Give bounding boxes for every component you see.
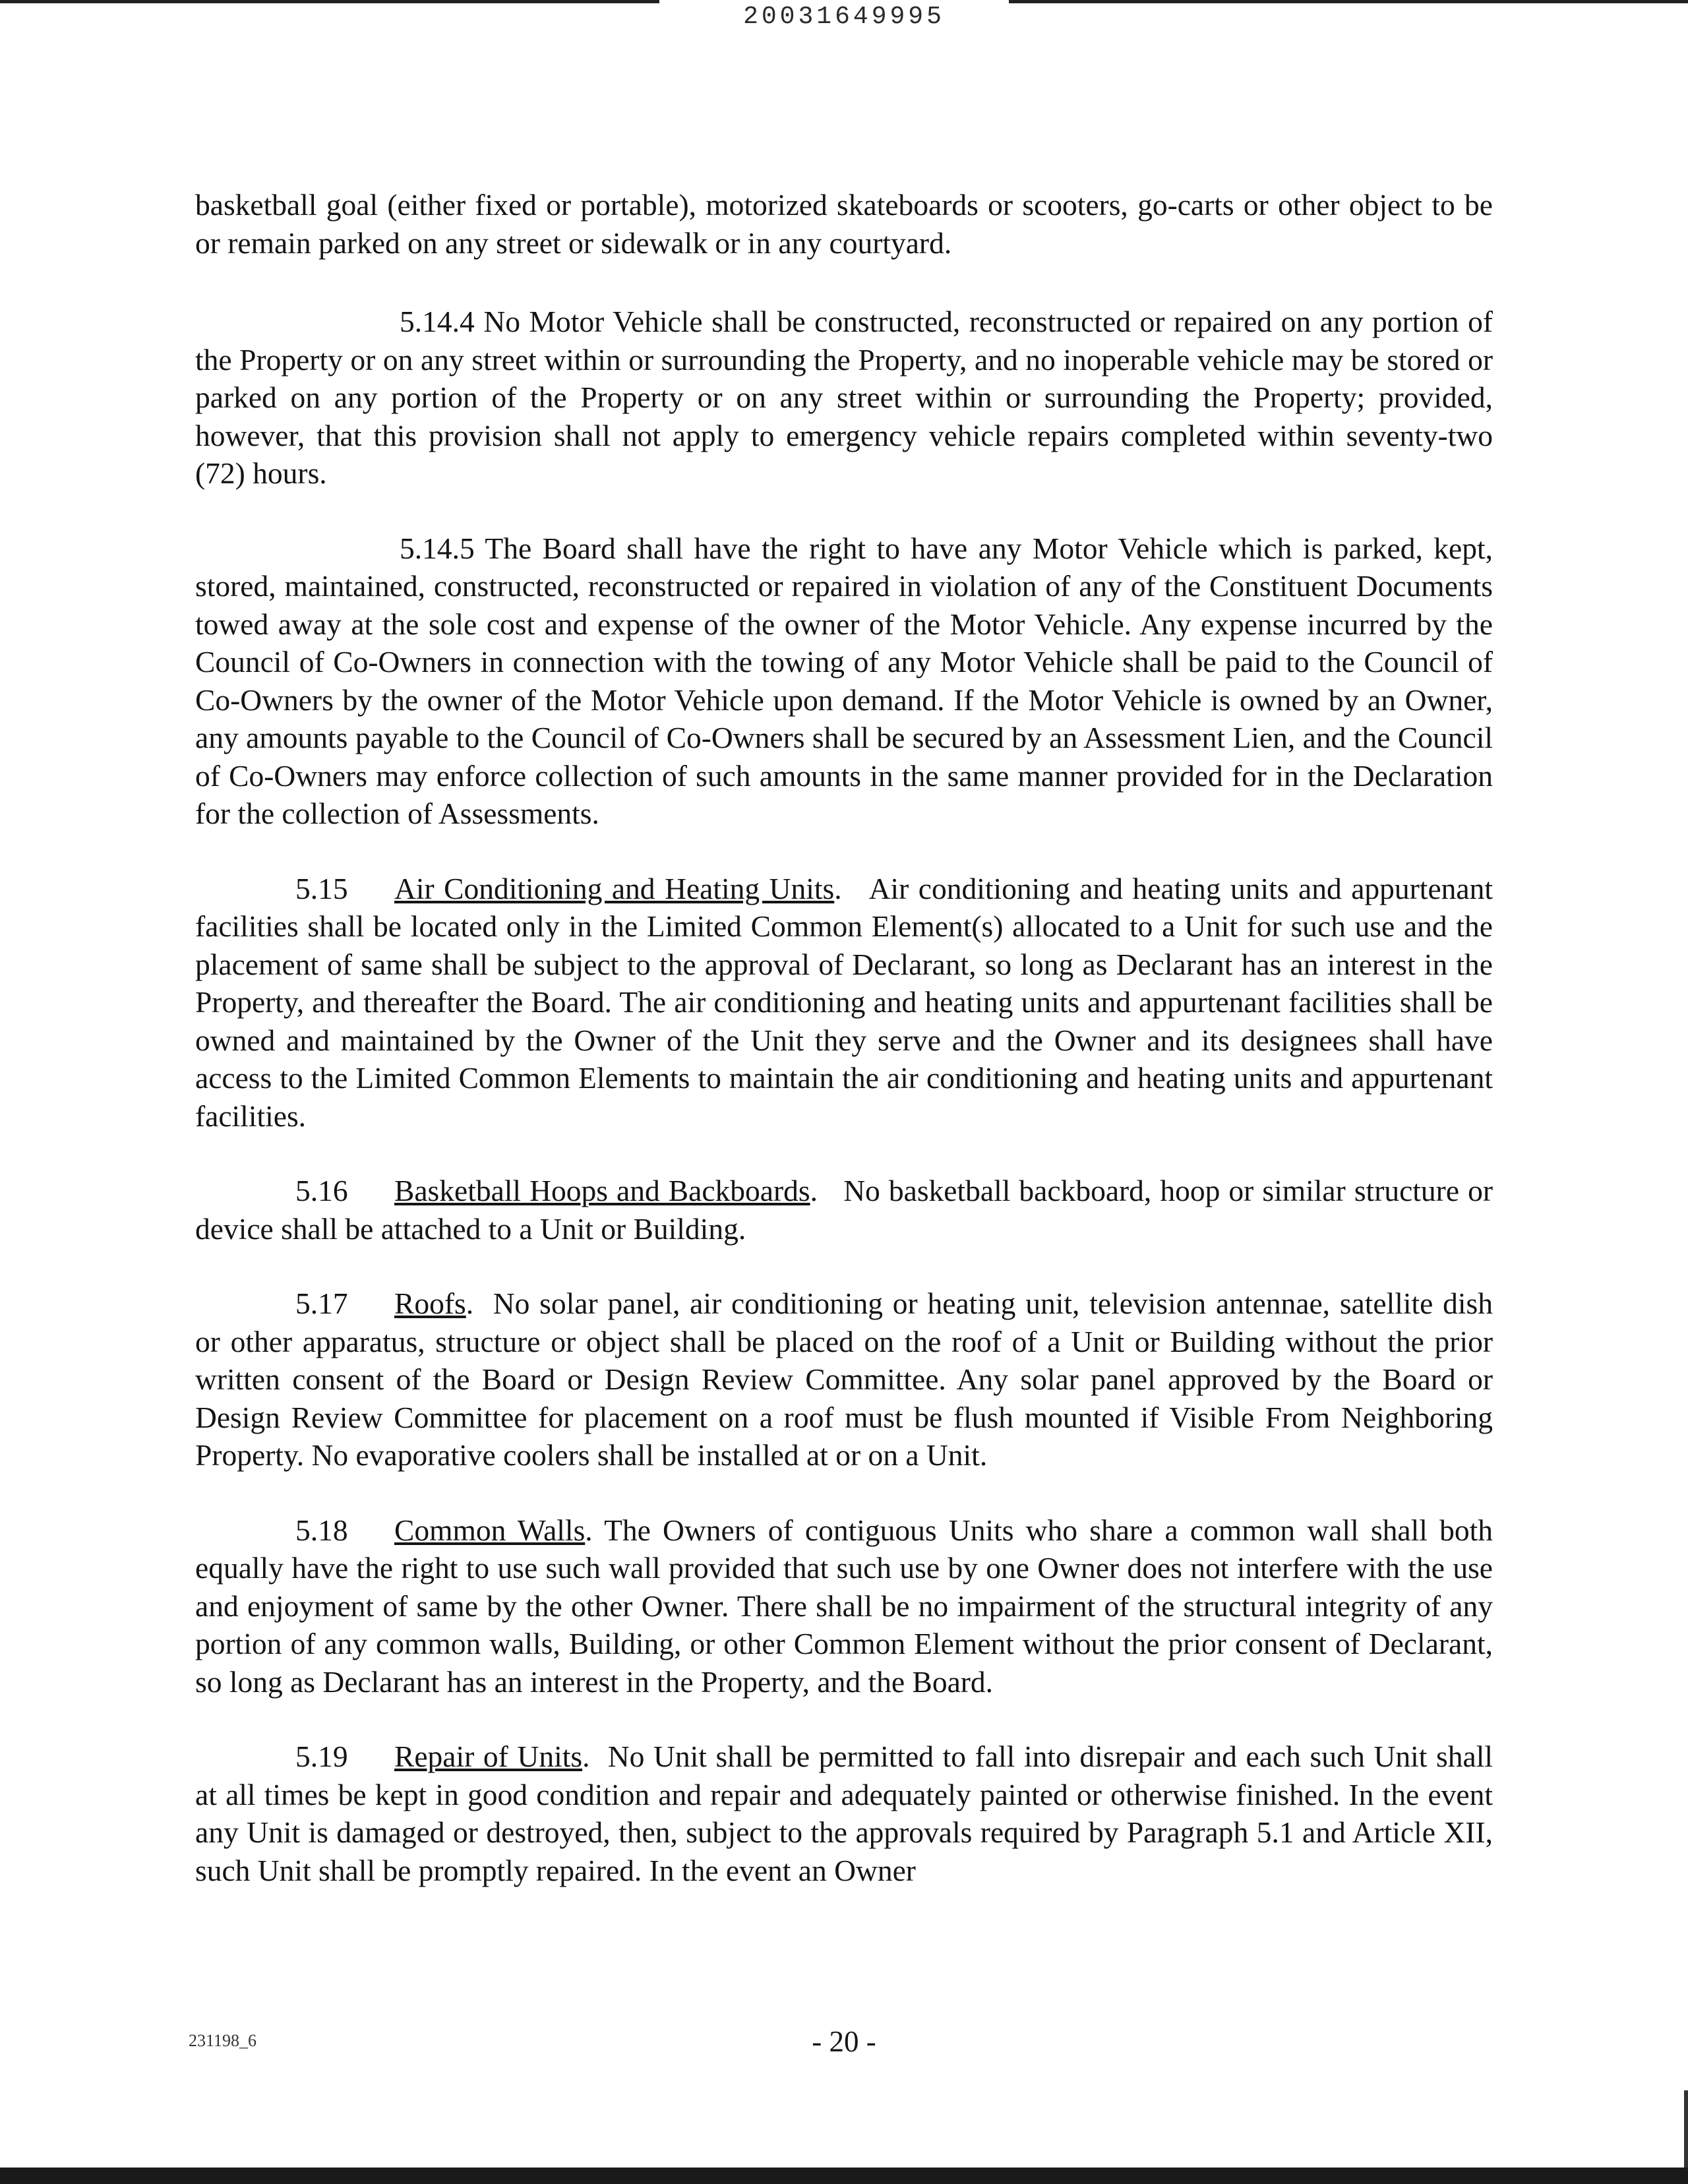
- section-title: Roofs: [394, 1287, 466, 1320]
- section-title: Repair of Units: [394, 1740, 583, 1773]
- page-number: - 20 -: [812, 2025, 876, 2058]
- paragraph-text: 5.14.4 No Motor Vehicle shall be constructed, reconstructed or repaired on any portion of the Property or on any street within or surrounding the Property, and no inoperable vehicle may be stored or parked on any portion of the Property or on any street within or surrounding the Property; provided, however, that this provision shall not apply to emergency vehicle repairs completed within seventy-two (72) hours.: [195, 305, 1493, 490]
- section-number: 5.18: [295, 1513, 348, 1547]
- section-5-18: 5.18 Common Walls. The Owners of contiguous Units who share a common wall shall both equally have the right to use such wall provided that such use by one Owner does not interfere with the use and enjoyment of same by the other Owner. There shall be no impairment of the structural integrity of any portion of any common walls, Building, or other Common Element without the prior consent of Declarant, so long as Declarant has an interest in the Property, and the Board.: [195, 1511, 1493, 1701]
- section-number: 5.19: [295, 1740, 348, 1773]
- paragraph-text: basketball goal (either fixed or portable), motorized skateboards or scooters, go-carts or other object to be or remain parked on any street or sidewalk or in any courtyard.: [195, 188, 1493, 260]
- section-title: Air Conditioning and Heating Units: [394, 871, 835, 905]
- section-title: Common Walls: [394, 1513, 586, 1547]
- section-5-19: 5.19 Repair of Units. No Unit shall be permitted to fall into disrepair and each such Unit shall at all times be kept in good condition and repair and adequately painted or otherwise finished. In the event any Unit is damaged or destroyed, then, subject to the approvals required by Paragraph 5.1 and Article XII, such Unit shall be promptly repaired. In the event an Owner: [195, 1738, 1493, 1889]
- section-text: The Owners of contiguous Units who share a common wall shall both equally have the right to use such wall provided that such use by one Owner does not interfere with the use and enjoyment of same by the other Owner. There shall be no impairment of the structural integrity of any portion of any common walls, Building, or other Common Element without the prior consent of Declarant, so long as Declarant has an interest in the Property, and the Board.: [195, 1513, 1493, 1699]
- section-text: No Unit shall be permitted to fall into disrepair and each such Unit shall at all times be kept in good condition and repair and adequately painted or otherwise finished. In the event any Unit is damaged or destroyed, then, subject to the approvals required by Paragraph 5.1 and Article XII, such Unit shall be promptly repaired. In the event an Owner: [195, 1740, 1493, 1887]
- section-text: No basketball backboard, hoop or similar structure or device shall be attached to a Unit or Building.: [195, 1174, 1493, 1246]
- section-number: 5.17: [295, 1287, 348, 1320]
- paragraph-5-14-5: [195, 530, 1493, 833]
- document-body: [195, 186, 1493, 1926]
- section-5-16: 5.16 Basketball Hoops and Backboards. No basketball backboard, hoop or similar structure or device shall be attached to a Unit or Building.: [195, 1172, 1493, 1248]
- section-title: Basketball Hoops and Backboards: [394, 1174, 810, 1207]
- section-text: No solar panel, air conditioning or heating unit, television antennae, satellite dish or other apparatus, structure or object shall be placed on the roof of a Unit or Building without the prior written consent of the Board or Design Review Committee. Any solar panel approved by the Board or Design Review Committee for placement on a roof must be flush mounted if Visible From Neighboring Property. No evaporative coolers shall be installed at or on a Unit.: [195, 1287, 1493, 1472]
- paragraph-text: 5.14.5 The Board shall have the right to have any Motor Vehicle which is parked, kept, stored, maintained, constructed, reconstructed or repaired in violation of any of the Constituent Documents towed away at the sole cost and expense of the owner of the Motor Vehicle. Any expense incurred by the Council of Co-Owners in connection with the towing of any Motor Vehicle shall be paid to the Council of Co-Owners by the owner of the Motor Vehicle upon demand. If the Motor Vehicle is owned by an Owner, any amounts payable to the Council of Co-Owners shall be secured by an Assessment Lien, and the Council of Co-Owners may enforce collection of such amounts in the same manner provided for in the Declaration for the collection of Assessments.: [195, 531, 1493, 830]
- section-number: 5.15: [295, 871, 348, 905]
- section-text: Air conditioning and heating units and appurtenant facilities shall be located only in the Limited Common Element(s) allocated to a Unit for such use and the placement of same shall be subject to the approval of Declarant, so long as Declarant has an interest in the Property, and thereafter the Board. The air conditioning and heating units and appurtenant facilities shall be owned and maintained by the Owner of the Unit they serve and the Owner and its designees shall have access to the Limited Common Elements to maintain the air conditioning and heating units and appurtenant facilities.: [195, 871, 1493, 1133]
- document-number: 20031649995: [743, 3, 945, 31]
- section-5-15: 5.15 Air Conditioning and Heating Units. Air conditioning and heating units and appurtenant facilities shall be located only in the Limited Common Element(s) allocated to a Unit for such use and the placement of same shall be subject to the approval of Declarant, so long as Declarant has an interest in the Property, and thereafter the Board. The air conditioning and heating units and appurtenant facilities shall be owned and maintained by the Owner of the Unit they serve and the Owner and its designees shall have access to the Limited Common Elements to maintain the air conditioning and heating units and appurtenant facilities.: [195, 870, 1493, 1136]
- continued-paragraph: [195, 186, 1493, 262]
- scan-right-edge: [1684, 2090, 1688, 2168]
- section-number: 5.16: [295, 1174, 348, 1207]
- paragraph-5-14-4: [195, 303, 1493, 493]
- footer-document-code: 231198_6: [189, 2031, 257, 2050]
- scan-bottom-border: [0, 2168, 1688, 2184]
- section-5-17: 5.17 Roofs. No solar panel, air conditioning or heating unit, television antennae, satellite dish or other apparatus, structure or object shall be placed on the roof of a Unit or Building without the prior written consent of the Board or Design Review Committee. Any solar panel approved by the Board or Design Review Committee for placement on a roof must be flush mounted if Visible From Neighboring Property. No evaporative coolers shall be installed at or on a Unit.: [195, 1285, 1493, 1474]
